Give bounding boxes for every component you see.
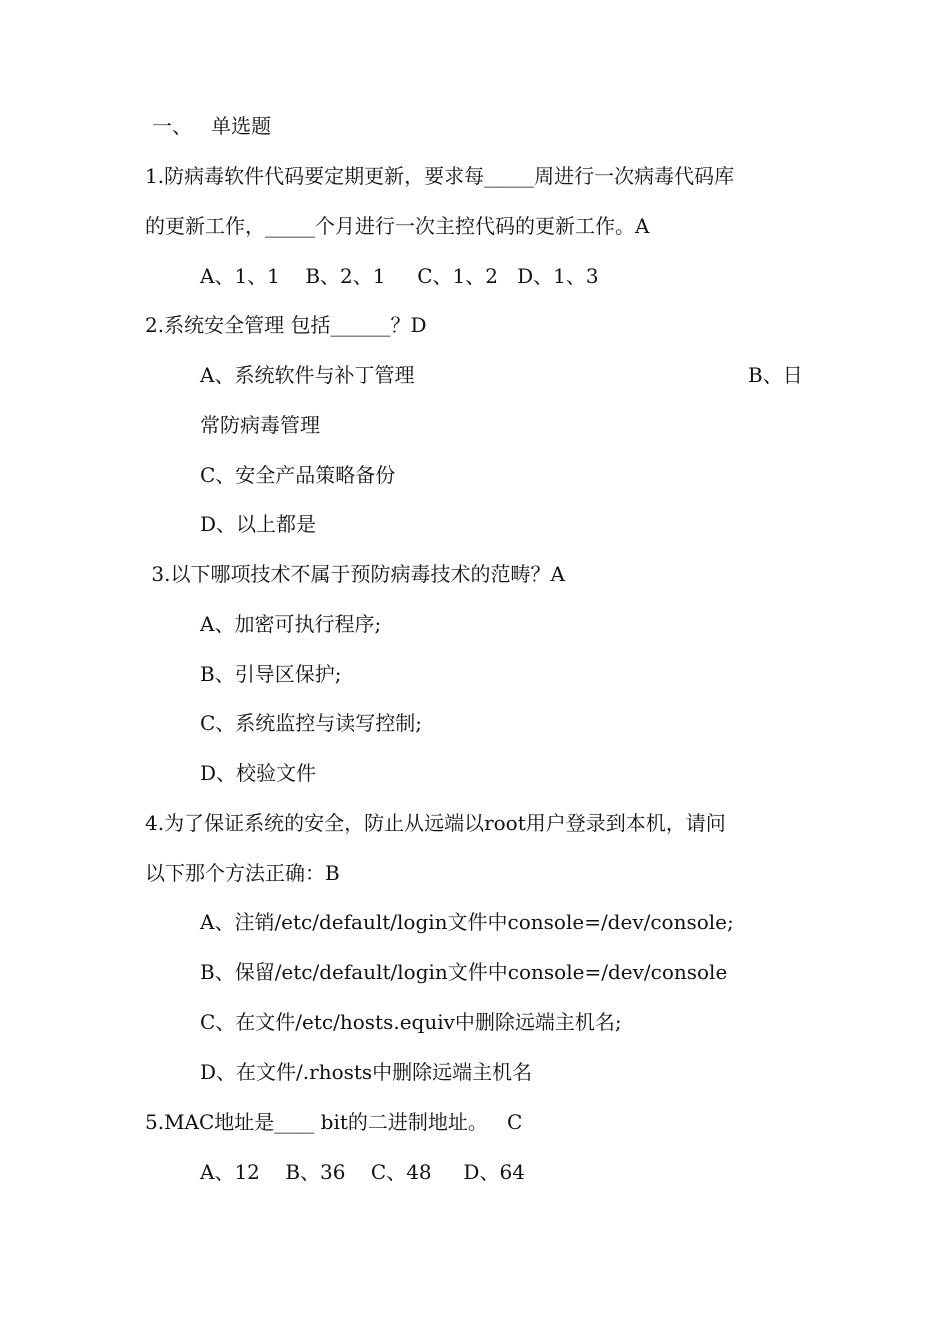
option-c: C、系统监控与读写控制; xyxy=(200,711,423,735)
option-b: B、引导区保护; xyxy=(200,662,342,686)
option-b: B、日 xyxy=(748,363,803,387)
option-b-continued: 常防病毒管理 xyxy=(200,413,320,437)
option-a: A、系统软件与补丁管理 xyxy=(200,363,415,387)
option-d: D、以上都是 xyxy=(200,512,317,536)
question-text: 2.系统安全管理 包括______？D xyxy=(145,313,427,337)
option-a: A、加密可执行程序; xyxy=(200,612,382,636)
option-c: C、在文件/etc/hosts.equiv中删除远端主机名; xyxy=(200,1010,622,1034)
answer-options: A、1、1 B、2、1 C、1、2 D、1、3 xyxy=(200,264,599,288)
answer-options: A、12 B、36 C、48 D、64 xyxy=(200,1160,525,1184)
question-text: 1.防病毒软件代码要定期更新，要求每_____周进行一次病毒代码库 xyxy=(145,164,735,188)
option-a: A、注销/etc/default/login文件中console=/dev/console; xyxy=(200,910,734,934)
option-d: D、在文件/.rhosts中删除远端主机名 xyxy=(200,1060,533,1084)
question-text: 5.MAC地址是____ bit的二进制地址。 C xyxy=(145,1110,523,1134)
section-heading: 一、 单选题 xyxy=(152,114,272,138)
question-text: 的更新工作，_____个月进行一次主控代码的更新工作。A xyxy=(145,214,650,238)
option-b: B、保留/etc/default/login文件中console=/dev/console xyxy=(200,960,728,984)
question-text: 4.为了保证系统的安全，防止从远端以root用户登录到本机，请问 xyxy=(145,811,726,835)
option-d: D、校验文件 xyxy=(200,761,317,785)
option-c: C、安全产品策略备份 xyxy=(200,463,396,487)
question-text: 以下那个方法正确：B xyxy=(145,861,340,885)
question-text: 3.以下哪项技术不属于预防病毒技术的范畴？A xyxy=(145,562,565,586)
